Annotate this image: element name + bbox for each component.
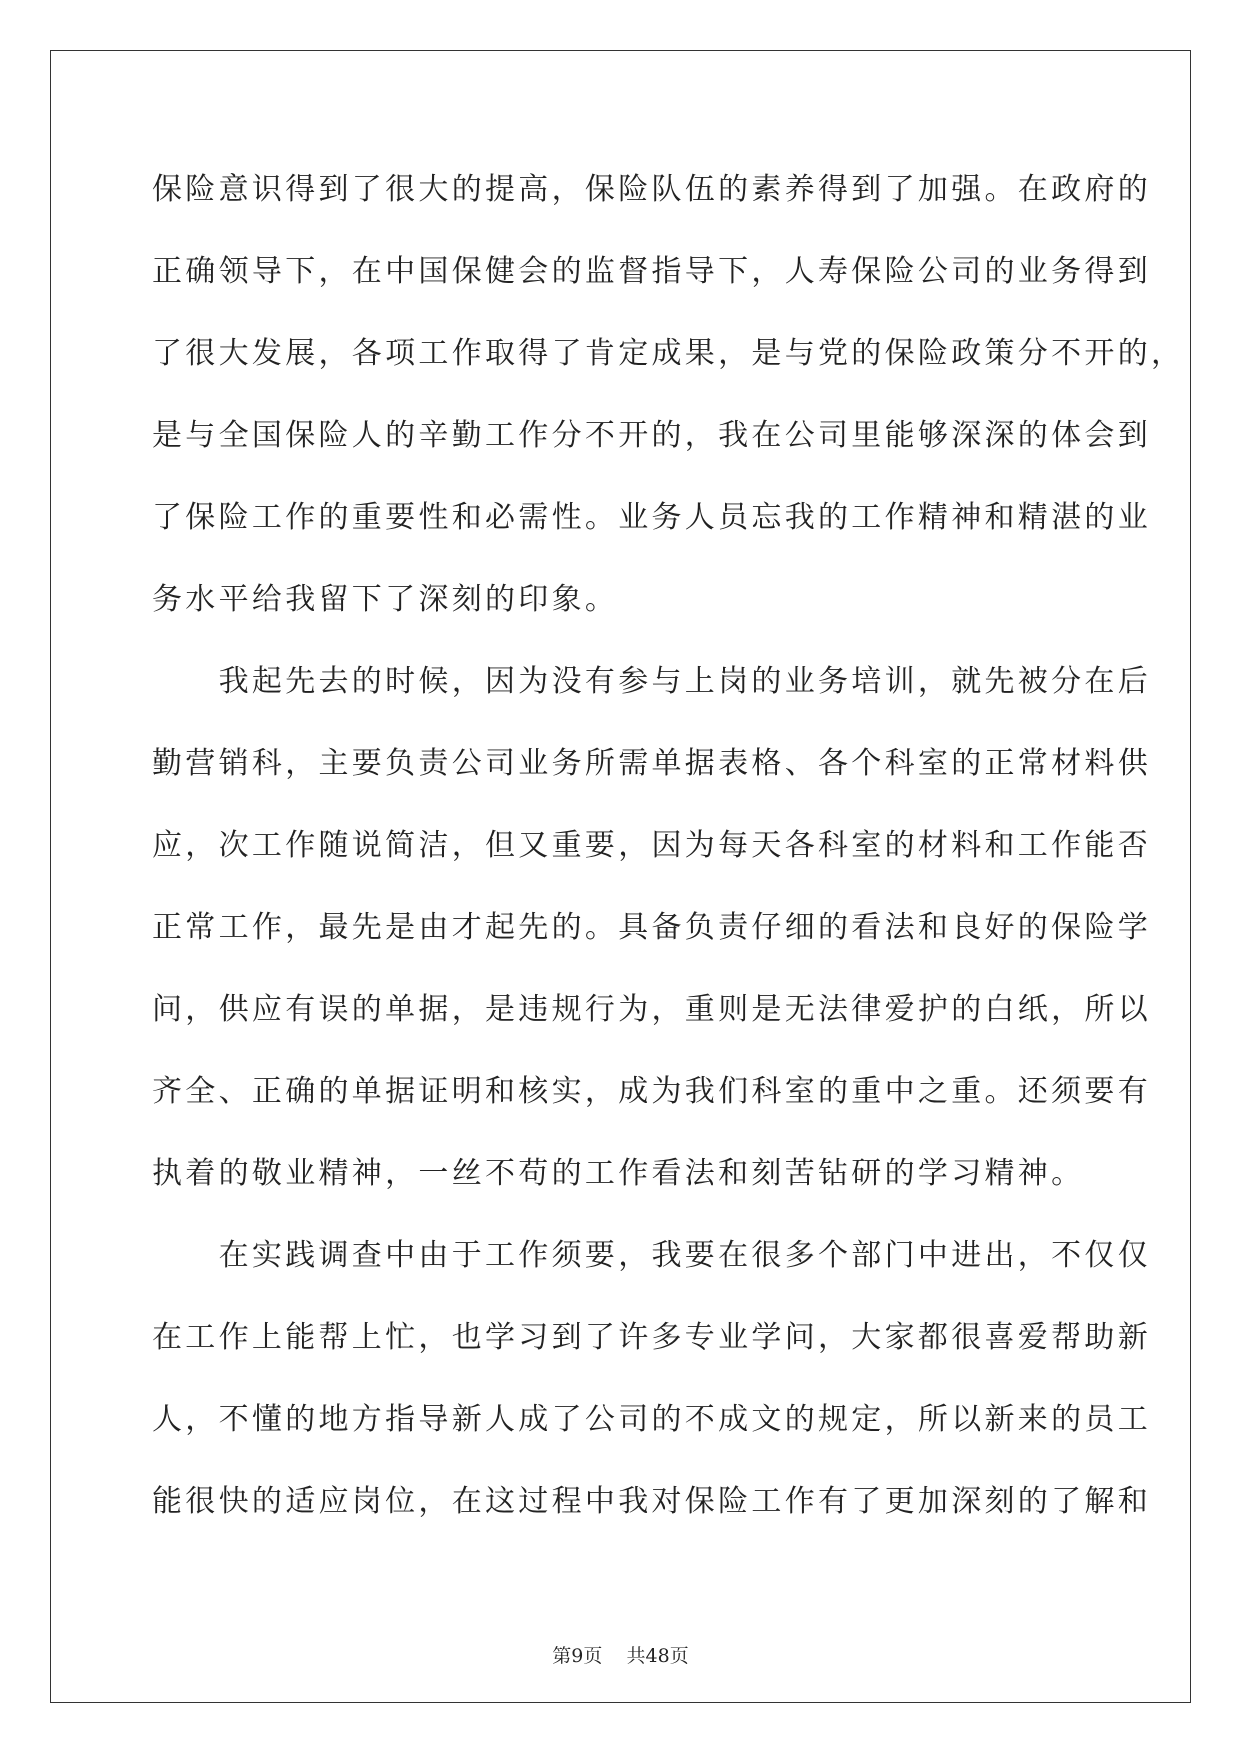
body-line: 是与全国保险人的辛勤工作分不开的，我在公司里能够深深的体会到 xyxy=(152,418,1151,453)
body-line: 应，次工作随说简洁，但又重要，因为每天各科室的材料和工作能否 xyxy=(152,828,1151,863)
page-footer xyxy=(0,1641,1241,1668)
body-line: 能很快的适应岗位，在这过程中我对保险工作有了更加深刻的了解和 xyxy=(152,1484,1151,1519)
total-label-prefix: 共 xyxy=(626,1645,646,1667)
body-line: 在工作上能帮上忙，也学习到了许多专业学问，大家都很喜爱帮助新 xyxy=(152,1320,1151,1355)
body-line: 了很大发展，各项工作取得了肯定成果，是与党的保险政策分不开的， xyxy=(152,336,1185,371)
body-line: 执着的敬业精神，一丝不苟的工作看法和刻苦钻研的学习精神。 xyxy=(152,1156,1085,1191)
body-line: 保险意识得到了很大的提高，保险队伍的素养得到了加强。在政府的 xyxy=(152,172,1151,207)
body-line: 正确领导下，在中国保健会的监督指导下，人寿保险公司的业务得到 xyxy=(152,254,1151,289)
page-label-suffix: 页 xyxy=(583,1645,603,1667)
body-line: 问，供应有误的单据，是违规行为，重则是无法律爱护的白纸，所以 xyxy=(152,992,1151,1027)
body-line: 了保险工作的重要性和必需性。业务人员忘我的工作精神和精湛的业 xyxy=(152,500,1151,535)
body-line: 我起先去的时候，因为没有参与上岗的业务培训，就先被分在后 xyxy=(152,664,1151,699)
total-label-suffix: 页 xyxy=(669,1645,689,1667)
body-line: 正常工作，最先是由才起先的。具备负责仔细的看法和良好的保险学 xyxy=(152,910,1151,945)
body-line: 勤营销科，主要负责公司业务所需单据表格、各个科室的正常材料供 xyxy=(152,746,1151,781)
body-line: 在实践调查中由于工作须要，我要在很多个部门中进出，不仅仅 xyxy=(152,1238,1151,1273)
page-number: 9 xyxy=(571,1645,584,1667)
total-pages: 48 xyxy=(645,1645,670,1667)
document-body xyxy=(152,160,1185,1554)
body-line: 务水平给我留下了深刻的印象。 xyxy=(152,582,619,617)
body-line: 齐全、正确的单据证明和核实，成为我们科室的重中之重。还须要有 xyxy=(152,1074,1151,1109)
page-label-prefix: 第 xyxy=(552,1645,572,1667)
body-line: 人，不懂的地方指导新人成了公司的不成文的规定，所以新来的员工 xyxy=(152,1402,1151,1437)
